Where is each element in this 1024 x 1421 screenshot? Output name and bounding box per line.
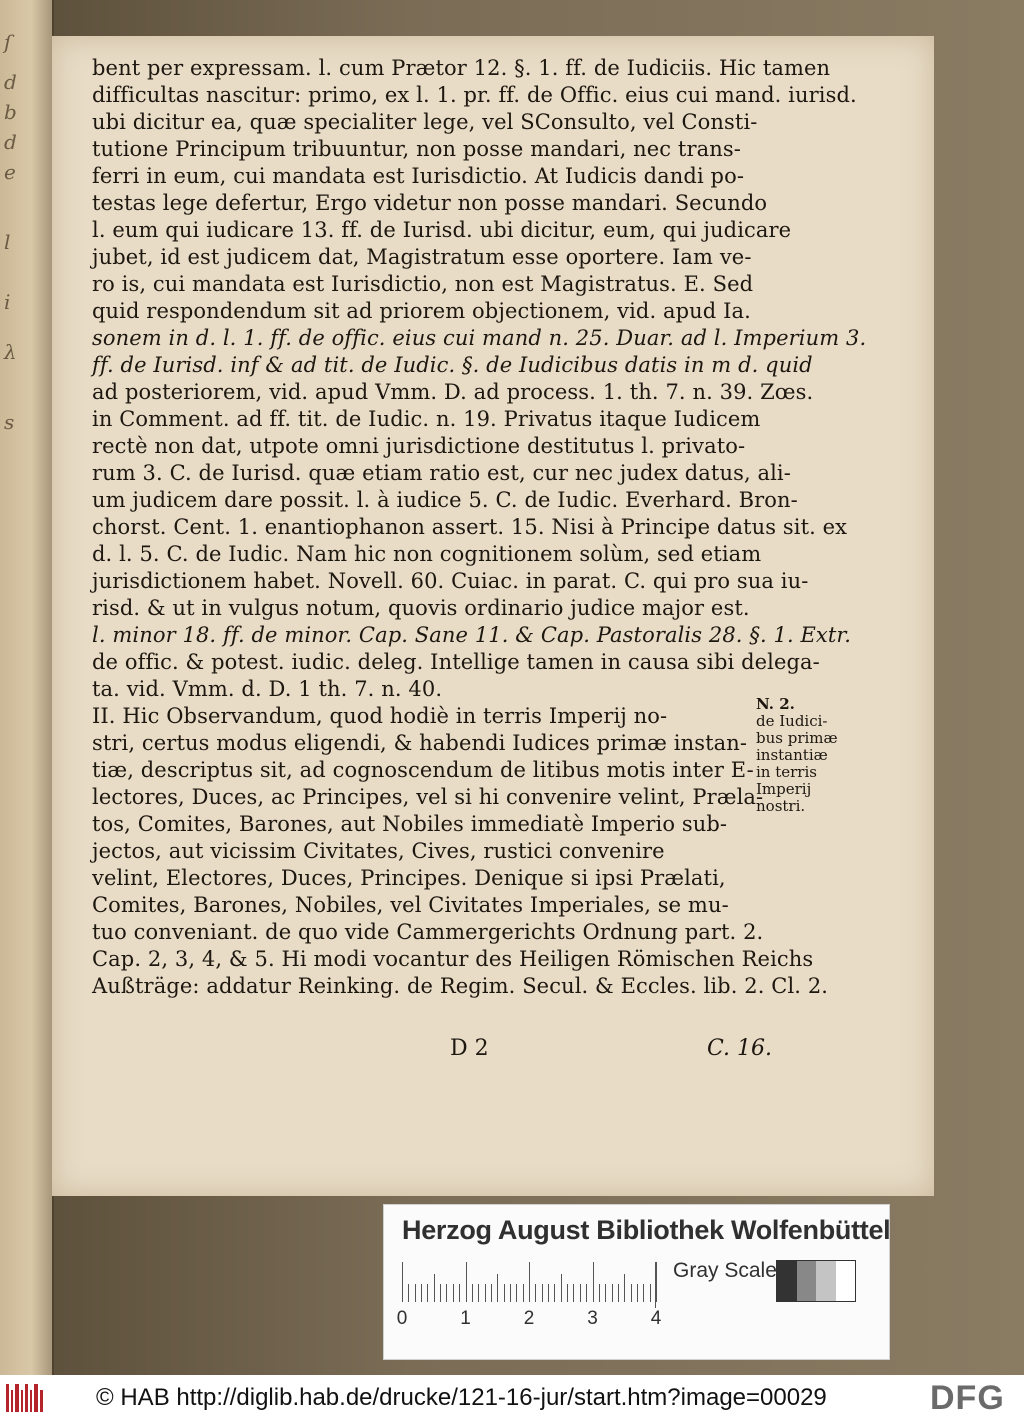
- ruler-tick: [402, 1262, 403, 1302]
- ruler-tick: [542, 1284, 543, 1302]
- book-page: [52, 36, 934, 1196]
- ruler-tick: [612, 1284, 613, 1302]
- edge-glyph: ſ: [4, 30, 12, 54]
- edge-glyph: λ: [4, 340, 17, 364]
- ruler-number: 3: [587, 1308, 598, 1329]
- text-line: de offic. & potest. iudic. deleg. Intellige tamen in causa sibi delega-: [92, 650, 820, 674]
- edge-glyph: i: [4, 290, 11, 314]
- text-line: bent per expressam. l. cum Prætor 12. §. 1. ff. de Iudiciis. Hic tamen: [92, 56, 831, 80]
- ruler-number: 4: [650, 1308, 662, 1329]
- gray-swatch: [836, 1261, 856, 1301]
- text-line: l. minor 18. ff. de minor. Cap. Sane 11. & Cap. Pastoralis 28. §. 1. Extr.: [92, 623, 852, 647]
- logo-bar: [30, 1390, 32, 1412]
- ruler-tick: [554, 1284, 555, 1302]
- previous-page-edge: [0, 0, 54, 1375]
- ruler-tick: [427, 1284, 428, 1302]
- ruler-tick: [599, 1284, 600, 1302]
- logo-bar: [11, 1390, 13, 1412]
- margin-note-line: Imperij: [756, 780, 812, 798]
- margin-note-line: de Iudici-: [756, 712, 828, 730]
- ruler-tick: [548, 1284, 549, 1302]
- text-line: ro is, cui mandata est Iurisdictio, non est Magistratus. E. Sed: [92, 272, 754, 296]
- logo-bar: [15, 1384, 19, 1412]
- ruler-tick: [567, 1284, 568, 1302]
- text-line: velint, Electores, Duces, Principes. Denique si ipsi Prælati,: [92, 866, 726, 890]
- ruler-tick: [497, 1274, 498, 1302]
- ruler-tick: [408, 1284, 409, 1302]
- text-line: tutione Principum tribuuntur, non posse mandari, nec trans-: [92, 137, 741, 161]
- gray-scale-label: Gray Scale: [673, 1259, 777, 1282]
- margin-note-line: N. 2.: [756, 695, 795, 713]
- ruler-tick: [605, 1284, 606, 1302]
- text-line: um judicem dare possit. l. à iudice 5. C. de Iudic. Everhard. Bron-: [92, 488, 798, 512]
- ruler-tick: [510, 1284, 511, 1302]
- ruler-tick: [466, 1262, 467, 1302]
- edge-glyph: l: [4, 230, 11, 254]
- ruler-tick: [434, 1274, 435, 1302]
- text-line: d. l. 5. C. de Iudic. Nam hic non cognitionem solùm, sed etiam: [92, 542, 762, 566]
- scale-ruler: [396, 1262, 664, 1329]
- text-line: tuo conveniant. de quo vide Cammergerichts Ordnung part. 2.: [92, 920, 764, 944]
- text-line: in Comment. ad ff. tit. de Iudic. n. 19. Privatus itaque Iudicem: [92, 407, 761, 431]
- text-line: ta. vid. Vmm. d. D. 1 th. 7. n. 40.: [92, 677, 443, 701]
- text-line: jurisdictionem habet. Novell. 60. Cuiac. in parat. C. qui pro sua iu-: [92, 569, 809, 593]
- text-line: l. eum qui iudicare 13. ff. de Iurisd. ubi dicitur, eum, qui judicare: [92, 218, 792, 242]
- text-line: risd. & ut in vulgus notum, quovis ordinario judice major est.: [92, 596, 750, 620]
- ruler-tick: [631, 1284, 632, 1302]
- text-line: tos, Comites, Barones, aut Nobiles immediatè Imperio sub-: [92, 812, 728, 836]
- text-line: tiæ, descriptus sit, ad cognoscendum de litibus motis inter E-: [92, 758, 754, 782]
- margin-note-line: nostri.: [756, 797, 806, 815]
- ruler-tick: [637, 1284, 638, 1302]
- signature-mark: D 2: [450, 1036, 489, 1061]
- edge-glyph: d: [4, 70, 17, 94]
- edge-glyph: e: [4, 160, 16, 184]
- text-line: jubet, id est judicem dat, Magistratum esse oportere. Iam ve-: [92, 245, 752, 269]
- logo-bar: [40, 1390, 43, 1412]
- text-line: ubi dicitur ea, quæ specialiter lege, vel SConsulto, vel Consti-: [92, 110, 758, 134]
- text-line: Cap. 2, 3, 4, & 5. Hi modi vocantur des Heiligen Römischen Reichs: [92, 947, 814, 971]
- scale-divider: [655, 1262, 656, 1308]
- gray-swatch: [777, 1261, 797, 1301]
- ruler-tick: [656, 1262, 657, 1302]
- ruler-number: 2: [523, 1308, 535, 1329]
- color-calibration-card: [383, 1204, 890, 1360]
- ruler-tick: [624, 1274, 625, 1302]
- text-line: rectè non dat, utpote omni jurisdictione destitutus l. privato-: [92, 434, 746, 458]
- gray-scale-swatches: [776, 1260, 856, 1302]
- margin-note-line: in terris: [756, 763, 817, 781]
- logo-bar: [21, 1390, 23, 1412]
- ruler-tick: [440, 1284, 441, 1302]
- footer-url[interactable]: © HAB http://diglib.hab.de/drucke/121-16-jur/start.htm?image=00029: [96, 1384, 827, 1411]
- card-title: Herzog August Bibliothek Wolfenbüttel: [402, 1215, 891, 1245]
- ruler-tick: [421, 1284, 422, 1302]
- ruler-tick: [472, 1284, 473, 1302]
- text-line: sonem in d. l. 1. ff. de offic. eius cui mand n. 25. Duar. ad l. Imperium 3.: [92, 326, 867, 350]
- ruler-tick: [593, 1262, 594, 1302]
- edge-glyph: b: [4, 100, 17, 124]
- gray-swatch: [797, 1261, 817, 1301]
- ruler-number: 0: [396, 1308, 408, 1329]
- ruler-tick: [586, 1284, 587, 1302]
- ruler-tick: [504, 1284, 505, 1302]
- edge-glyph: s: [4, 410, 15, 434]
- ruler-tick: [516, 1284, 517, 1302]
- gray-swatch: [816, 1261, 836, 1301]
- ruler-tick: [523, 1284, 524, 1302]
- margin-note-line: instantiæ: [756, 746, 828, 764]
- text-line: ad posteriorem, vid. apud Vmm. D. ad process. 1. th. 7. n. 39. Zœs.: [92, 380, 814, 404]
- ruler-tick: [478, 1284, 479, 1302]
- ruler-tick: [485, 1284, 486, 1302]
- ruler-tick: [573, 1284, 574, 1302]
- ruler-number: 1: [460, 1308, 471, 1329]
- ruler-tick: [650, 1284, 651, 1302]
- logo-bar: [25, 1384, 28, 1412]
- ruler-tick: [643, 1284, 644, 1302]
- text-line: lectores, Duces, ac Principes, vel si hi convenire velint, Præla-: [92, 785, 764, 809]
- text-line: II. Hic Observandum, quod hodiè in terris Imperij no-: [92, 704, 668, 728]
- logo-bar: [6, 1384, 9, 1412]
- ruler-tick: [446, 1284, 447, 1302]
- ruler-tick: [561, 1274, 562, 1302]
- text-line: Außträge: addatur Reinking. de Regim. Secul. & Eccles. lib. 2. Cl. 2.: [92, 974, 829, 998]
- margin-note: [756, 696, 856, 815]
- text-line: testas lege defertur, Ergo videtur non posse mandari. Secundo: [92, 191, 768, 215]
- ruler-tick: [535, 1284, 536, 1302]
- ruler-tick: [415, 1284, 416, 1302]
- ruler-tick: [491, 1284, 492, 1302]
- dfg-logo: DFG: [930, 1379, 1005, 1417]
- text-line: rum 3. C. de Iurisd. quæ etiam ratio est, cur nec judex datus, ali-: [92, 461, 791, 485]
- text-line: quid respondendum sit ad priorem objectionem, vid. apud Ia.: [92, 299, 751, 323]
- edge-glyph: d: [4, 130, 17, 154]
- logo-bar: [34, 1384, 38, 1412]
- text-line: stri, certus modus eligendi, & habendi Iudices primæ instan-: [92, 731, 748, 755]
- text-line: Comites, Barones, Nobiles, vel Civitates Imperiales, se mu-: [92, 893, 729, 917]
- text-line: ff. de Iurisd. inf & ad tit. de Iudic. §. de Iudicibus datis in m d. quid: [92, 353, 813, 377]
- text-line: ferri in eum, cui mandata est Iurisdictio. At Iudicis dandi po-: [92, 164, 745, 188]
- ruler-tick: [580, 1284, 581, 1302]
- margin-note-line: bus primæ: [756, 729, 838, 747]
- ruler-tick: [453, 1284, 454, 1302]
- text-line: chorst. Cent. 1. enantiophanon assert. 15. Nisi à Principe datus sit. ex: [92, 515, 848, 539]
- ruler-tick: [459, 1284, 460, 1302]
- catchword: C. 16.: [707, 1036, 773, 1061]
- hab-logo-icon: [6, 1384, 46, 1412]
- text-line: jectos, aut vicissim Civitates, Cives, rustici convenire: [92, 839, 665, 863]
- text-line: difficultas nascitur: primo, ex l. 1. pr. ff. de Offic. eius cui mand. iurisd.: [92, 83, 857, 107]
- ruler-tick: [529, 1262, 530, 1302]
- ruler-tick: [618, 1284, 619, 1302]
- footer-bar: [0, 1375, 1024, 1421]
